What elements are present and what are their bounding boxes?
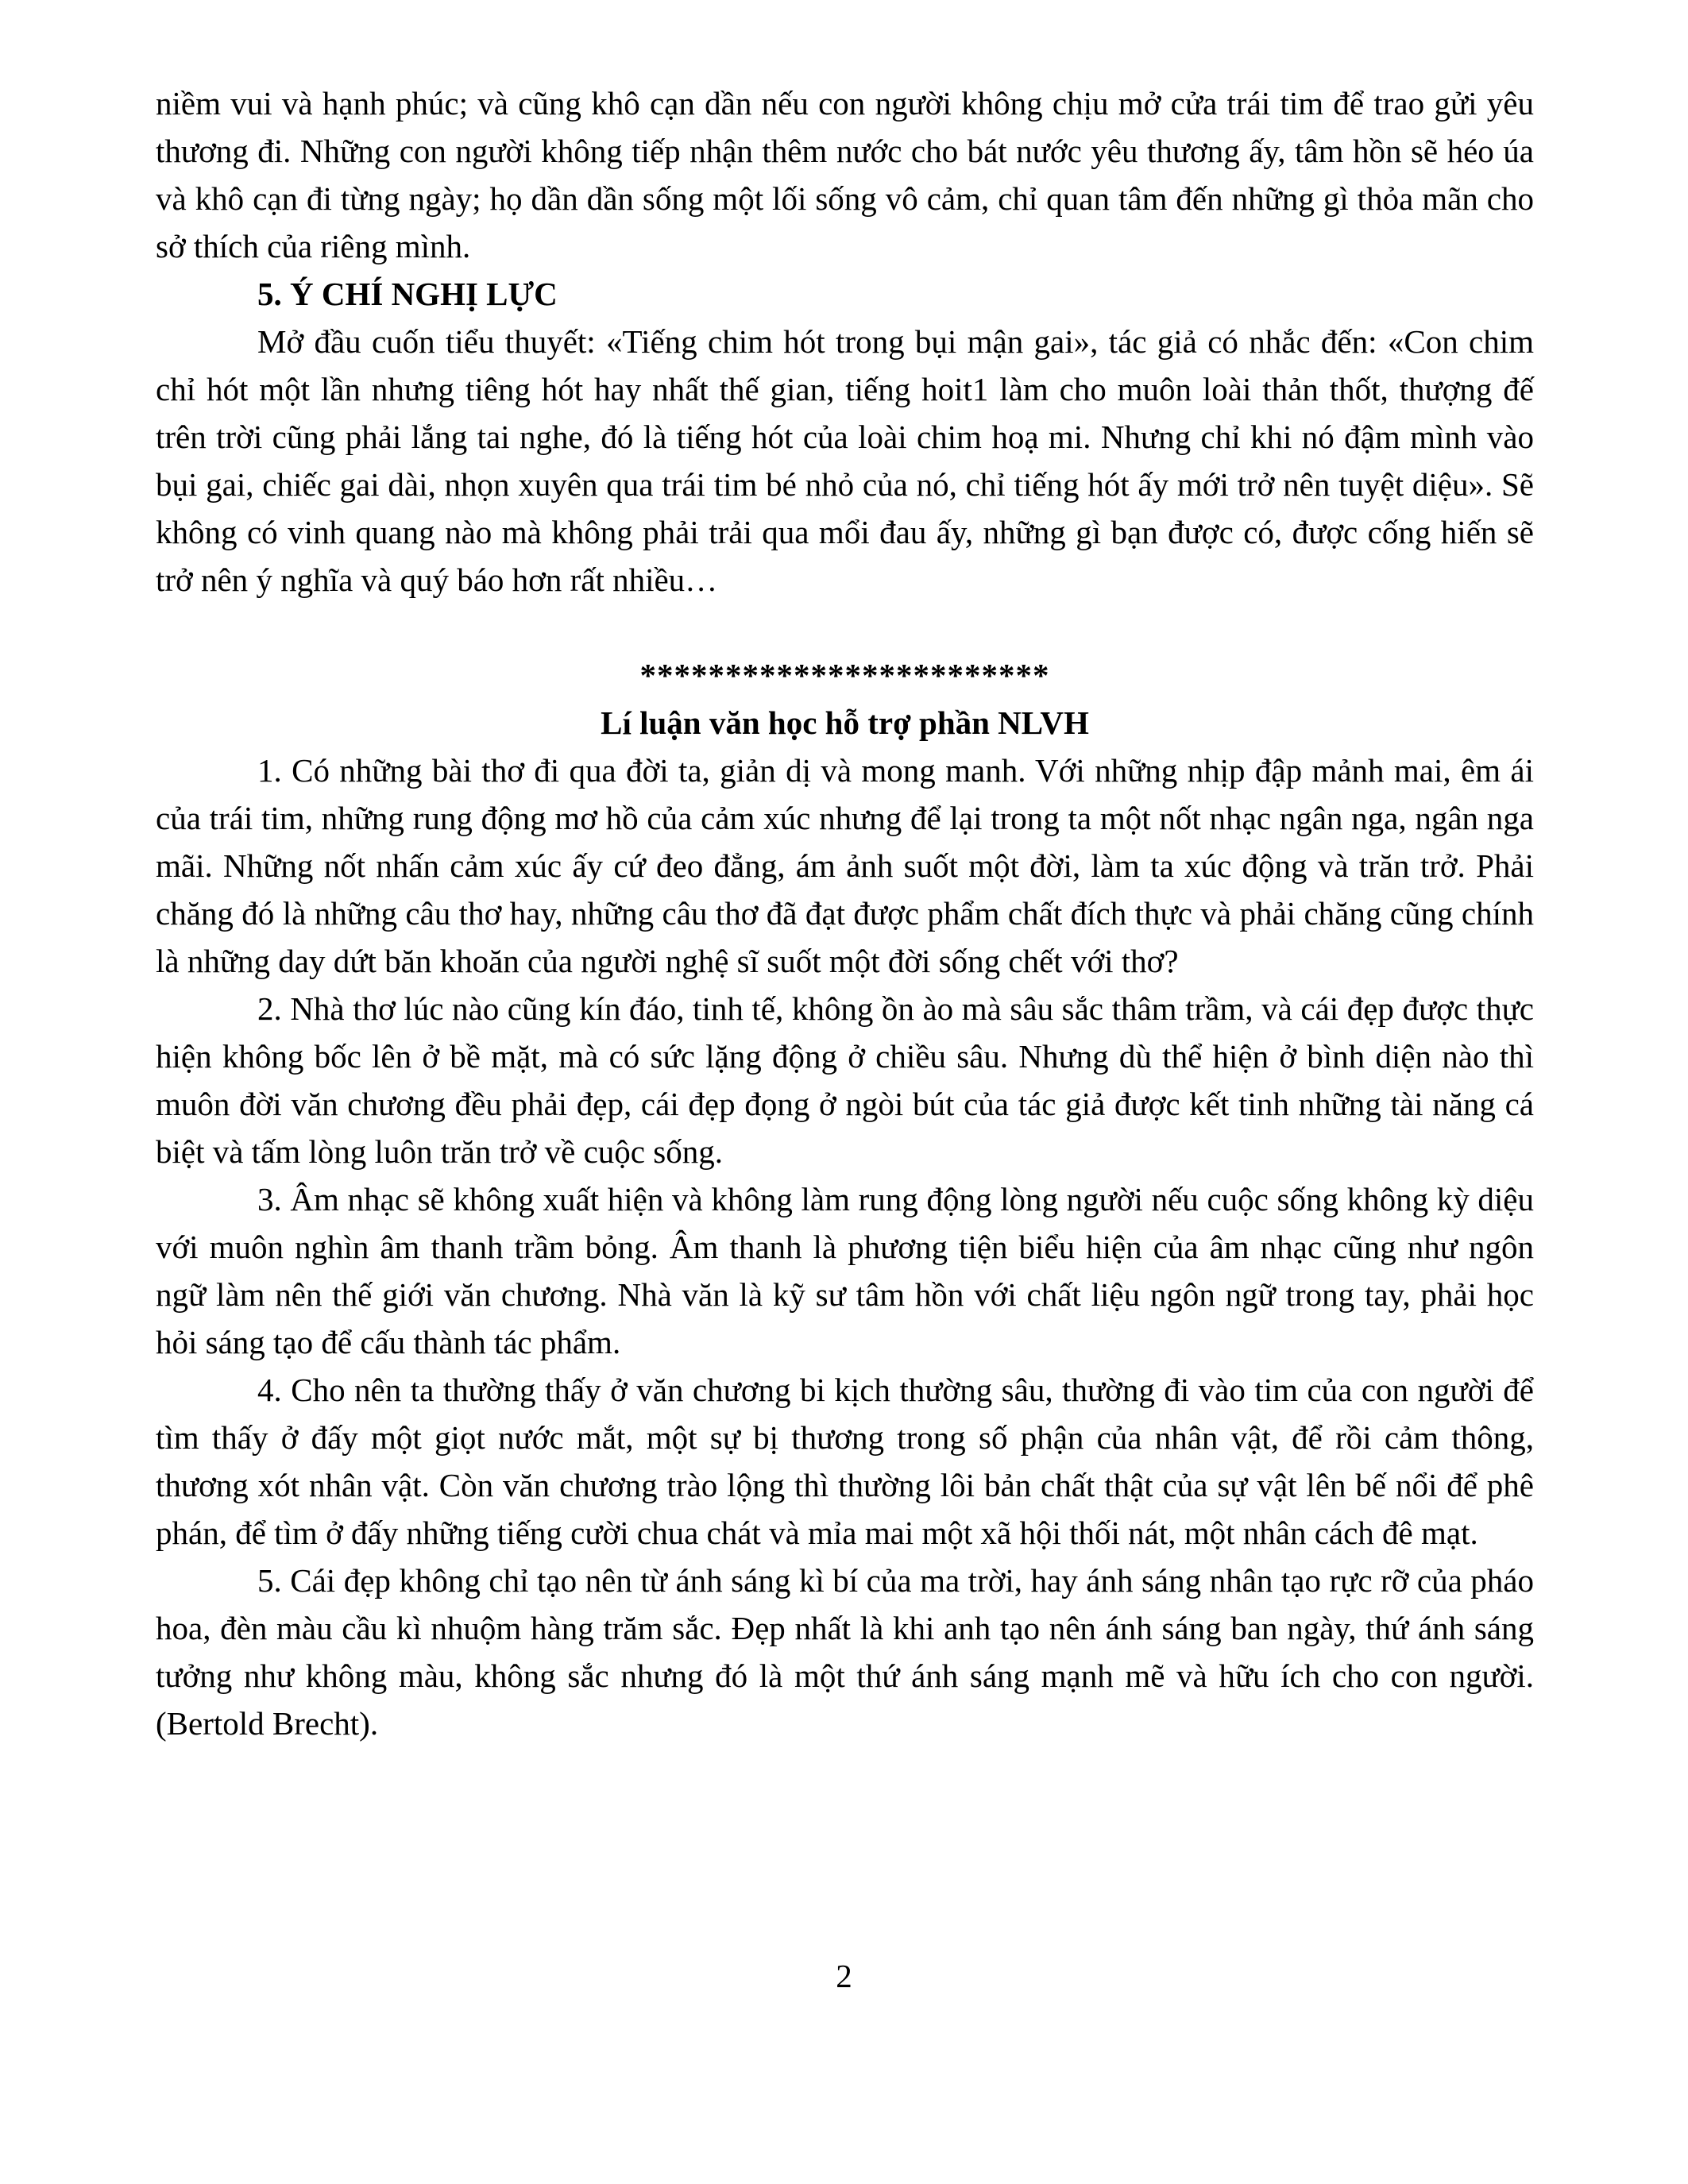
theory-item-3: 3. Âm nhạc sẽ không xuất hiện và không làm rung động lòng người nếu cuộc sống không kỳ diệu với muôn nghìn âm thanh trầm bỏng. Âm thanh là phương tiện biểu hiện của âm nhạc cũng như ngôn ngữ làm nên thế giới văn chương. Nhà văn là kỹ sư tâm hồn với chất liệu ngôn ngữ trong tay, phải học hỏi sáng tạo để cấu thành tác phẩm.: [156, 1181, 1534, 1360]
theory-item-1: 1. Có những bài thơ đi qua đời ta, giản dị và mong manh. Với những nhịp đập mảnh mai, êm ái của trái tim, những rung động mơ hồ của cảm xúc nhưng để lại trong ta một nốt nhạc ngân nga, ngân nga mãi. Những nốt nhấn cảm xúc ấy cứ đeo đẳng, ám ảnh suốt một đời, làm ta xúc động và trăn trở. Phải chăng đó là những câu thơ hay, những câu thơ đã đạt được phẩm chất đích thực và phải chăng cũng chính là những day dứt băn khoăn của người nghệ sĩ suốt một đời sống chết với thơ?: [156, 752, 1534, 979]
theory-item-4: 4. Cho nên ta thường thấy ở văn chương bi kịch thường sâu, thường đi vào tim của con người để tìm thấy ở đấy một giọt nước mắt, một sự bị thương trong số phận của nhân vật, để rồi cảm thông, thương xót nhân vật. Còn văn chương trào lộng thì thường lôi bản chất thật của sự vật lên bế nổi để phê phán, để tìm ở đấy những tiếng cười chua chát và mỉa mai một xã hội thối nát, một nhân cách đê mạt.: [156, 1372, 1534, 1551]
theory-title: Lí luận văn học hỗ trợ phần NLVH: [601, 704, 1089, 741]
section-paragraph: Mở đầu cuốn tiểu thuyết: «Tiếng chim hót trong bụi mận gai», tác giả có nhắc đến: «Con chim chỉ hót một lần nhưng tiêng hót hay nhất thế gian, tiếng hoit1 làm cho muôn loài thản thốt, thượng đế trên trời cũng phải lắng tai nghe, đó là tiếng hót của loài chim hoạ mi. Nhưng chỉ khi nó đậm mình vào bụi gai, chiếc gai dài, nhọn xuyên qua trái tim bé nhỏ của nó, chỉ tiếng hót ấy mới trở nên tuyệt diệu». Sẽ không có vinh quang nào mà không phải trải qua mổi đau ấy, những gì bạn được có, được cống hiến sẽ trở nên ý nghĩa và quý báo hơn rất nhiều…: [156, 323, 1534, 598]
theory-item-5: 5. Cái đẹp không chỉ tạo nên từ ánh sáng kì bí của ma trời, hay ánh sáng nhân tạo rực rỡ của pháo hoa, đèn màu cầu kì nhuộm hàng trăm sắc. Đẹp nhất là khi anh tạo nên ánh sáng ban ngày, thứ ánh sáng tưởng như không màu, không sắc nhưng đó là một thứ ánh sáng mạnh mẽ và hữu ích cho con người. (Bertold Brecht).: [156, 1562, 1534, 1742]
section-divider: ************************: [639, 657, 1050, 693]
section-heading: 5. Ý CHÍ NGHỊ LỰC: [257, 276, 558, 312]
document-page: [156, 79, 1534, 1747]
continuation-paragraph: niềm vui và hạnh phúc; và cũng khô cạn dần nếu con người không chịu mở cửa trái tim để trao gửi yêu thương đi. Những con người không tiếp nhận thêm nước cho bát nước yêu thương ấy, tâm hồn sẽ héo úa và khô cạn đi từng ngày; họ dần dần sống một lối sống vô cảm, chỉ quan tâm đến những gì thỏa mãn cho sở thích của riêng mình.: [156, 85, 1534, 264]
theory-item-2: 2. Nhà thơ lúc nào cũng kín đáo, tinh tế, không ồn ào mà sâu sắc thâm trầm, và cái đẹp được thực hiện không bốc lên ở bề mặt, mà có sức lặng động ở chiều sâu. Nhưng dù thể hiện ở bình diện nào thì muôn đời văn chương đều phải đẹp, cái đẹp đọng ở ngòi bút của tác giả được kết tinh những tài năng cá biệt và tấm lòng luôn trăn trở về cuộc sống.: [156, 990, 1534, 1170]
page-number: 2: [836, 1958, 852, 1994]
